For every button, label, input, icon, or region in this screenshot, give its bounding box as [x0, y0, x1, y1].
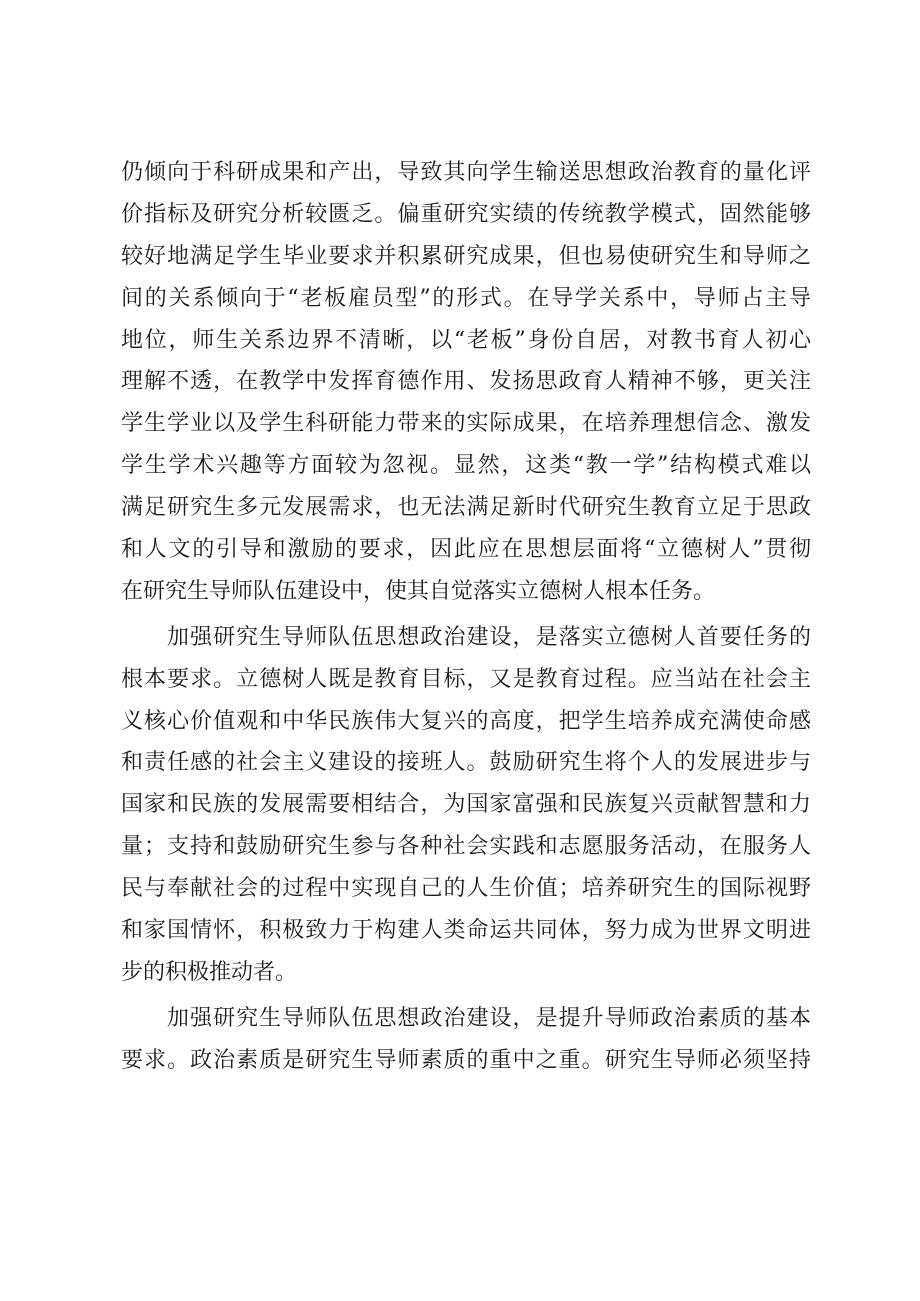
text-line: 地位，师生关系边界不清晰，以“老板”身份自居，对教书育人初心: [121, 327, 811, 353]
text-line: 和人文的引导和激励的要求，因此应在思想层面将“立德树人”贯彻: [121, 537, 811, 563]
text-line: 学生学术兴趣等方面较为忽视。显然，这类“教一学”结构模式难以: [121, 453, 811, 479]
text-line: 间的关系倾向于“老板雇员型”的形式。在导学关系中，导师占主导: [121, 285, 811, 311]
text-line: 满足研究生多元发展需求，也无法满足新时代研究生教育立足于思政: [121, 495, 811, 521]
text-line: 要求。政治素质是研究生导师素质的重中之重。研究生导师必须坚持: [121, 1047, 811, 1073]
paragraph-2: [121, 617, 811, 994]
text-line: 价指标及研究分析较匮乏。偏重研究实绩的传统教学模式，固然能够: [121, 201, 811, 227]
text-line: 量；支持和鼓励研究生参与各种社会实践和志愿服务活动，在服务人: [121, 834, 811, 860]
text-line: 理解不透，在教学中发挥育德作用、发扬思政育人精神不够，更关注: [121, 369, 811, 395]
text-line: 在研究生导师队伍建设中，使其自觉落实立德树人根本任务。: [121, 578, 716, 604]
paragraph-1: [121, 152, 811, 613]
text-line: 和责任感的社会主义建设的接班人。鼓励研究生将个人的发展进步与: [121, 750, 811, 776]
text-line: 较好地满足学生毕业要求并积累研究成果，但也易使研究生和导师之: [121, 243, 811, 269]
text-line: 学生学业以及学生科研能力带来的实际成果，在培养理想信念、激发: [121, 411, 811, 437]
text-line: 民与奉献社会的过程中实现自己的人生价值；培养研究生的国际视野: [121, 876, 811, 902]
paragraph-3: [121, 998, 811, 1082]
document-page: [121, 152, 811, 1086]
text-line: 仍倾向于科研成果和产出，导致其向学生输送思想政治教育的量化评: [121, 160, 811, 185]
text-line: 根本要求。立德树人既是教育目标，又是教育过程。应当站在社会主: [121, 666, 811, 692]
text-line: 义核心价值观和中华民族伟大复兴的高度，把学生培养成充满使命感: [121, 708, 811, 734]
text-line: 步的积极推动者。: [121, 959, 298, 985]
text-line: 加强研究生导师队伍思想政治建设，是提升导师政治素质的基本: [167, 1005, 811, 1031]
text-line: 国家和民族的发展需要相结合，为国家富强和民族复兴贡献智慧和力: [121, 792, 811, 818]
text-line: 加强研究生导师队伍思想政治建设，是落实立德树人首要任务的: [167, 624, 811, 650]
text-line: 和家国情怀，积极致力于构建人类命运共同体，努力成为世界文明进: [121, 918, 811, 944]
